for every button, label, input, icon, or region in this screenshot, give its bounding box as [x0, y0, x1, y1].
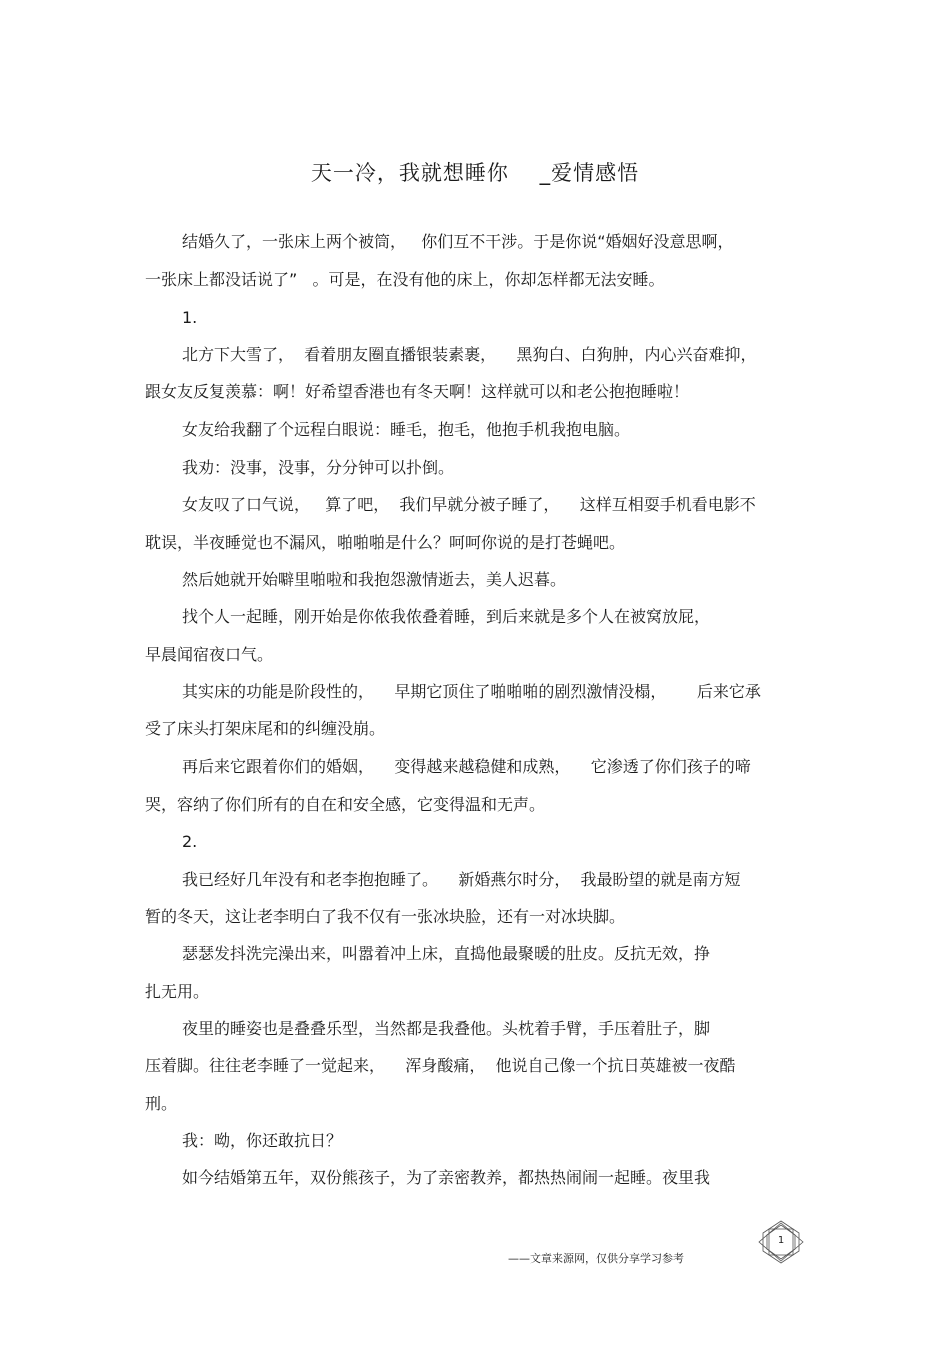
text-line: 结婚久了，一张床上两个被筒， 你们互不干涉。于是你说“婚姻好没意思啊，	[182, 232, 734, 251]
text-line: 女友给我翻了个远程白眼说：睡毛，抱毛，他抱手机我抱电脑。	[182, 420, 631, 439]
text-line: 扎无用。	[145, 982, 210, 1001]
text-line: 然后她就开始噼里啪啦和我抱怨激情逝去，美人迟暮。	[182, 570, 567, 589]
text-line: 如今结婚第五年，双份熊孩子，为了亲密教养，都热热闹闹一起睡。夜里我	[182, 1168, 711, 1187]
section-number: 1.	[182, 308, 198, 327]
text-line: 压着脚。往往老李睡了一觉起来， 浑身酸痛， 他说自己像一个抗日英雄被一夜酷	[145, 1056, 736, 1075]
page-number: 1	[777, 1235, 785, 1246]
page-number-badge	[756, 1220, 806, 1264]
text-line: 跟女友反复羡慕：啊！好希望香港也有冬天啊！这样就可以和老公抱抱睡啦！	[145, 382, 690, 401]
text-line: 女友叹了口气说， 算了吧， 我们早就分被子睡了， 这样互相耍手机看电影不	[182, 495, 756, 514]
text-line: 再后来它跟着你们的婚姻， 变得越来越稳健和成熟， 它渗透了你们孩子的啼	[182, 757, 751, 776]
text-line: 一张床上都没话说了” 。可是，在没有他的床上，你却怎样都无法安睡。	[145, 270, 665, 289]
text-line: 我：呦，你还敢抗日？	[182, 1131, 343, 1150]
text-line: 暂的冬天，这让老李明白了我不仅有一张冰块脸，还有一对冰块脚。	[145, 907, 626, 926]
text-line: 哭，容纳了你们所有的自在和安全感，它变得温和无声。	[145, 795, 546, 814]
text-line: 瑟瑟发抖洗完澡出来，叫嚣着冲上床，直捣他最聚暖的肚皮。反抗无效，挣	[182, 944, 711, 963]
text-line: 其实床的功能是阶段性的， 早期它顶住了啪啪啪的剧烈激情没榻， 后来它承	[182, 682, 761, 701]
text-line: 早晨闻宿夜口气。	[145, 645, 274, 664]
text-line: 受了床头打架床尾和的纠缠没崩。	[145, 719, 386, 738]
text-line: 北方下大雪了， 看着朋友圈直播银装素裹， 黑狗白、白狗肿，内心兴奋难抑，	[182, 345, 757, 364]
text-line: 我已经好几年没有和老李抱抱睡了。 新婚燕尔时分， 我最盼望的就是南方短	[182, 870, 741, 889]
section-number: 2.	[182, 832, 198, 851]
text-line: 耽误，半夜睡觉也不漏风，啪啪啪是什么？呵呵你说的是打苍蝇吧。	[145, 533, 626, 552]
text-line: 刑。	[145, 1094, 178, 1113]
text-line: 找个人一起睡，刚开始是你侬我侬叠着睡，到后来就是多个人在被窝放屁，	[182, 607, 711, 626]
page-title: 天一冷，我就想睡你 _爱情感悟	[310, 161, 640, 185]
text-line: 夜里的睡姿也是叠叠乐型，当然都是我叠他。头枕着手臂，手压着肚子，脚	[182, 1019, 711, 1038]
text-line: 我劝：没事，没事，分分钟可以扑倒。	[182, 458, 455, 477]
footer-source-note: ——文章来源网，仅供分享学习参考	[508, 1252, 684, 1265]
